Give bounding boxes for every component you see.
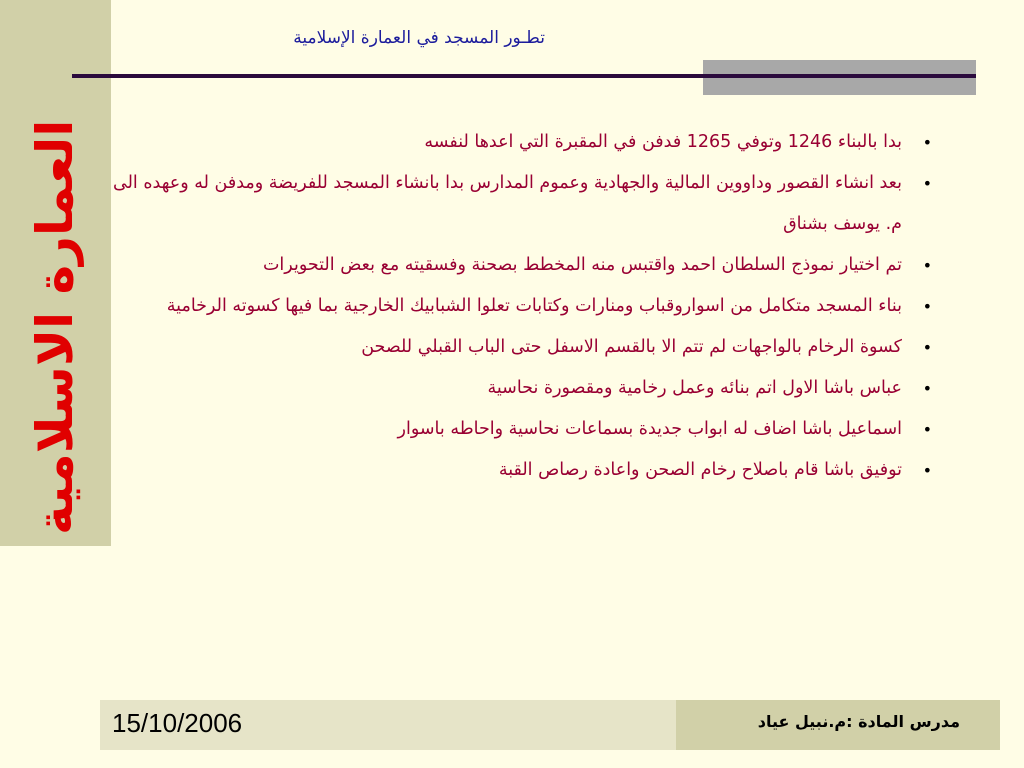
list-item bbox=[110, 327, 940, 368]
bullet-icon: • bbox=[922, 297, 932, 316]
footer-teacher: مدرس المادة :م.نبيل عياد bbox=[757, 712, 960, 731]
list-item-text: اسماعيل باشا اضاف له ابواب جديدة بسماعات نحاسية واحاطه باسوار bbox=[397, 419, 902, 439]
list-item-text: تم اختيار نموذج السلطان احمد واقتبس منه المخطط بصحنة وفسقيته مع بعض التحويرات bbox=[262, 255, 902, 275]
list-item bbox=[110, 245, 940, 286]
list-item-text: بناء المسجد متكامل من اسواروقباب ومنارات وكتابات تعلوا الشبابيك الخارجية بما فيها كسوته الرخامية bbox=[166, 296, 902, 316]
sidebar-title: العمارة الاسلامية bbox=[26, 120, 84, 536]
bullet-icon: • bbox=[922, 133, 932, 152]
list-item-text: بعد انشاء القصور وداووين المالية والجهادية وعموم المدارس بدا بانشاء المسجد للفريضة ومدفن له وعهده الى م. يوسف بشناق bbox=[113, 173, 902, 234]
bullet-icon: • bbox=[922, 420, 932, 439]
list-item-text: توفيق باشا قام باصلاح رخام الصحن واعادة رصاص القبة bbox=[498, 460, 902, 480]
bullet-icon: • bbox=[922, 379, 932, 398]
list-item-text: بدا بالبناء 1246 وتوفي 1265 فدفن في المقبرة التي اعدها لنفسه bbox=[424, 132, 902, 152]
list-item bbox=[110, 286, 940, 327]
list-item-text: عباس باشا الاول اتم بنائه وعمل رخامية ومقصورة نحاسية bbox=[487, 378, 902, 398]
bullet-icon: • bbox=[922, 256, 932, 275]
page-title: تطـور المسجد في العمارة الإسلامية bbox=[293, 28, 545, 48]
bullet-list bbox=[110, 122, 940, 491]
list-item-text: كسوة الرخام بالواجهات لم تتم الا بالقسم الاسفل حتى الباب القبلي للصحن bbox=[361, 337, 902, 357]
list-item bbox=[110, 122, 940, 163]
header-divider bbox=[72, 74, 976, 78]
bullet-list-container bbox=[110, 122, 940, 491]
bullet-icon: • bbox=[922, 174, 932, 193]
bullet-icon: • bbox=[922, 461, 932, 480]
list-item bbox=[110, 450, 940, 491]
list-item bbox=[110, 409, 940, 450]
list-item bbox=[110, 163, 940, 245]
footer-date: 15/10/2006 bbox=[112, 708, 243, 738]
list-item bbox=[110, 368, 940, 409]
bullet-icon: • bbox=[922, 338, 932, 357]
